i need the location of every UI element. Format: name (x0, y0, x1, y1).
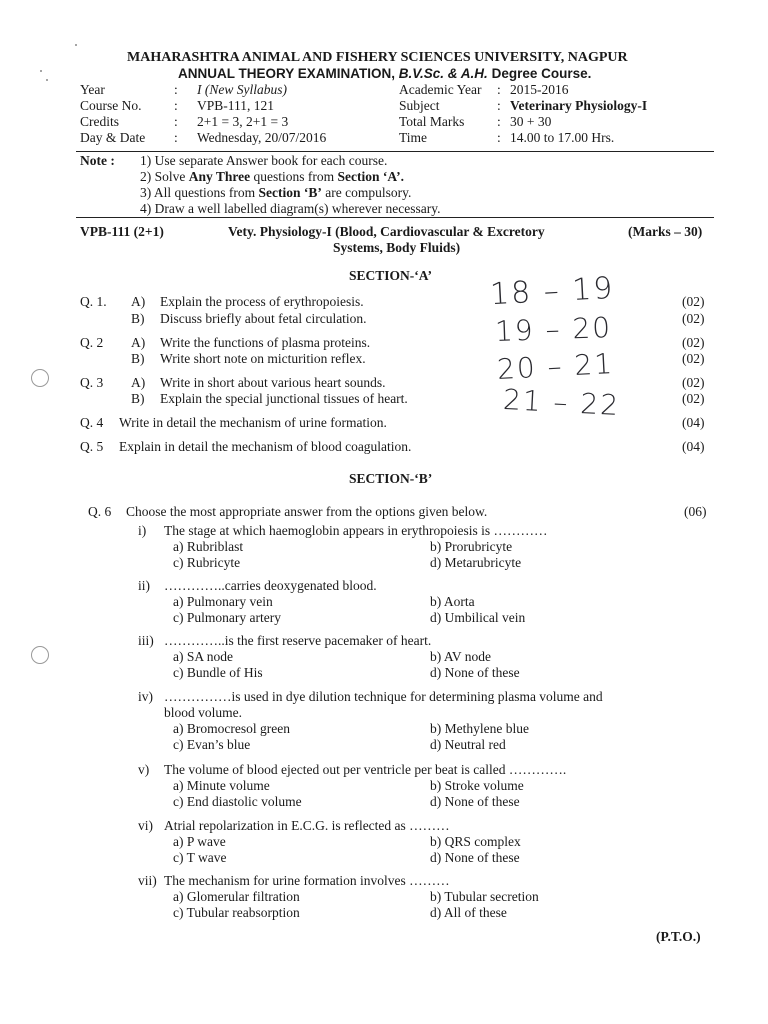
mcq-number: v) (138, 762, 150, 777)
mcq-option-b: b) Prorubricyte (430, 539, 513, 554)
mcq-option-a: a) Glomerular filtration (173, 889, 300, 904)
mcq-option-d: d) None of these (430, 794, 520, 809)
info-label: Total Marks (399, 114, 465, 129)
info-value: 2+1 = 3, 2+1 = 3 (197, 114, 289, 129)
mcq-stem: ……………is used in dye dilution technique for determining plasma volume and (164, 689, 603, 704)
mcq-option-a: a) Bromocresol green (173, 721, 290, 736)
mcq-option-d: d) None of these (430, 850, 520, 865)
question-text: Write in detail the mechanism of urine formation. (119, 415, 387, 430)
q6-instruction: Choose the most appropriate answer from the options given below. (126, 504, 488, 519)
mcq-option-a: a) SA node (173, 649, 233, 664)
mcq-option-c: c) Pulmonary artery (173, 610, 281, 625)
info-label: Time (399, 130, 428, 145)
mcq-option-c: c) T wave (173, 850, 227, 865)
mcq-option-a: a) Rubriblast (173, 539, 244, 554)
question-part: A) (131, 375, 146, 390)
question-text: Write short note on micturition reflex. (160, 351, 366, 366)
handwritten-note: 20 – 21 (496, 346, 615, 387)
course-title-line-1: Vety. Physiology-I (Blood, Cardiovascular & Excretory (228, 224, 545, 239)
mcq-option-d: d) Umbilical vein (430, 610, 526, 625)
info-label: Subject (399, 98, 440, 113)
note-line-1: 1) Use separate Answer book for each course. (140, 153, 388, 168)
note-line-4: 4) Draw a well labelled diagram(s) wherever necessary. (140, 201, 441, 216)
question-marks: (04) (682, 415, 705, 430)
university-name: MAHARASHTRA ANIMAL AND FISHERY SCIENCES UNIVERSITY, NAGPUR (127, 50, 628, 65)
mcq-number: iv) (138, 689, 153, 704)
mcq-stem: blood volume. (164, 705, 242, 720)
mcq-option-c: c) Bundle of His (173, 665, 263, 680)
info-colon: : (497, 98, 501, 113)
question-marks: (02) (682, 351, 705, 366)
section-a-heading: SECTION-‘A’ (349, 268, 433, 283)
mcq-option-d: d) All of these (430, 905, 507, 920)
question-part: A) (131, 335, 146, 350)
question-marks: (04) (682, 439, 705, 454)
info-colon: : (174, 82, 178, 97)
info-value: 2015-2016 (510, 82, 569, 97)
mcq-option-b: b) Tubular secretion (430, 889, 539, 904)
pto-label: (P.T.O.) (656, 929, 701, 944)
question-marks: (02) (682, 294, 705, 309)
question-number: Q. 4 (80, 415, 104, 430)
mcq-stem: The mechanism for urine formation involves ……… (164, 873, 450, 888)
info-value: I (New Syllabus) (197, 82, 287, 97)
mcq-option-a: a) P wave (173, 834, 226, 849)
note-line-2: 2) Solve Any Three questions from Section ‘A’. (140, 169, 405, 184)
info-value: VPB-111, 121 (197, 98, 275, 113)
punch-hole (31, 369, 49, 387)
mcq-number: i) (138, 523, 147, 538)
mcq-number: iii) (138, 633, 154, 648)
question-marks: (02) (682, 375, 705, 390)
mcq-option-b: b) QRS complex (430, 834, 521, 849)
question-part: B) (131, 351, 145, 366)
info-label: Credits (80, 114, 119, 129)
mcq-option-c: c) Evan’s blue (173, 737, 251, 752)
divider (76, 217, 714, 218)
info-label: Day & Date (80, 130, 146, 145)
question-number: Q. 5 (80, 439, 104, 454)
mcq-option-d: d) None of these (430, 665, 520, 680)
info-label: Course No. (80, 98, 142, 113)
q6-number: Q. 6 (88, 504, 112, 519)
mcq-option-a: a) Pulmonary vein (173, 594, 273, 609)
mcq-option-d: d) Neutral red (430, 737, 506, 752)
mcq-option-c: c) End diastolic volume (173, 794, 302, 809)
info-value: Veterinary Physiology-I (510, 98, 648, 113)
question-text: Explain the special junctional tissues of heart. (160, 391, 408, 406)
mcq-stem: Atrial repolarization in E.C.G. is reflected as ……… (164, 818, 450, 833)
note-line-3: 3) All questions from Section ‘B’ are compulsory. (140, 185, 412, 200)
handwritten-note: 19 – 20 (494, 310, 613, 349)
course-code: VPB-111 (2+1) (80, 224, 164, 239)
question-number: Q. 3 (80, 375, 104, 390)
mcq-stem: …………..is the first reserve pacemaker of heart. (164, 633, 432, 648)
punch-hole (31, 646, 49, 664)
info-colon: : (174, 130, 178, 145)
question-text: Discuss briefly about fetal circulation. (160, 311, 367, 326)
note-label: Note : (80, 153, 115, 168)
info-colon: : (174, 114, 178, 129)
info-colon: : (497, 114, 501, 129)
section-b-heading: SECTION-‘B’ (349, 471, 433, 486)
mcq-option-b: b) Stroke volume (430, 778, 524, 793)
scan-speck (75, 44, 77, 46)
mcq-stem: The volume of blood ejected out per ventricle per beat is called …………. (164, 762, 567, 777)
handwritten-note: 18 – 19 (489, 270, 616, 313)
question-number: Q. 2 (80, 335, 104, 350)
mcq-option-b: b) Methylene blue (430, 721, 529, 736)
mcq-number: ii) (138, 578, 150, 593)
mcq-number: vii) (138, 873, 157, 888)
handwritten-note: 21 – 22 (502, 382, 621, 423)
mcq-option-c: c) Rubricyte (173, 555, 241, 570)
mcq-option-b: b) Aorta (430, 594, 475, 609)
question-marks: (02) (682, 391, 705, 406)
question-number: Q. 1. (80, 294, 107, 309)
info-colon: : (174, 98, 178, 113)
divider (76, 151, 714, 152)
info-label: Academic Year (399, 82, 482, 97)
info-colon: : (497, 82, 501, 97)
question-part: B) (131, 311, 145, 326)
exam-title: ANNUAL THEORY EXAMINATION, B.V.Sc. & A.H. Degree Course. (178, 66, 592, 81)
question-text: Explain the process of erythropoiesis. (160, 294, 364, 309)
question-text: Explain in detail the mechanism of blood coagulation. (119, 439, 412, 454)
q6-marks: (06) (684, 504, 707, 519)
info-colon: : (497, 130, 501, 145)
info-label: Year (80, 82, 105, 97)
question-text: Write in short about various heart sounds. (160, 375, 386, 390)
mcq-stem: …………..carries deoxygenated blood. (164, 578, 377, 593)
question-part: A) (131, 294, 146, 309)
mcq-stem: The stage at which haemoglobin appears in erythropoiesis is ………… (164, 523, 548, 538)
mcq-option-c: c) Tubular reabsorption (173, 905, 300, 920)
info-value: 30 + 30 (510, 114, 552, 129)
question-part: B) (131, 391, 145, 406)
info-value: 14.00 to 17.00 Hrs. (510, 130, 615, 145)
question-marks: (02) (682, 335, 705, 350)
question-text: Write the functions of plasma proteins. (160, 335, 371, 350)
question-marks: (02) (682, 311, 705, 326)
mcq-option-d: d) Metarubricyte (430, 555, 522, 570)
mcq-number: vi) (138, 818, 153, 833)
mcq-option-a: a) Minute volume (173, 778, 270, 793)
scan-speck (46, 79, 48, 81)
info-value: Wednesday, 20/07/2016 (197, 130, 327, 145)
course-marks: (Marks – 30) (628, 224, 703, 239)
scan-speck (40, 70, 42, 72)
course-title-line-2: Systems, Body Fluids) (333, 240, 461, 255)
mcq-option-b: b) AV node (430, 649, 492, 664)
